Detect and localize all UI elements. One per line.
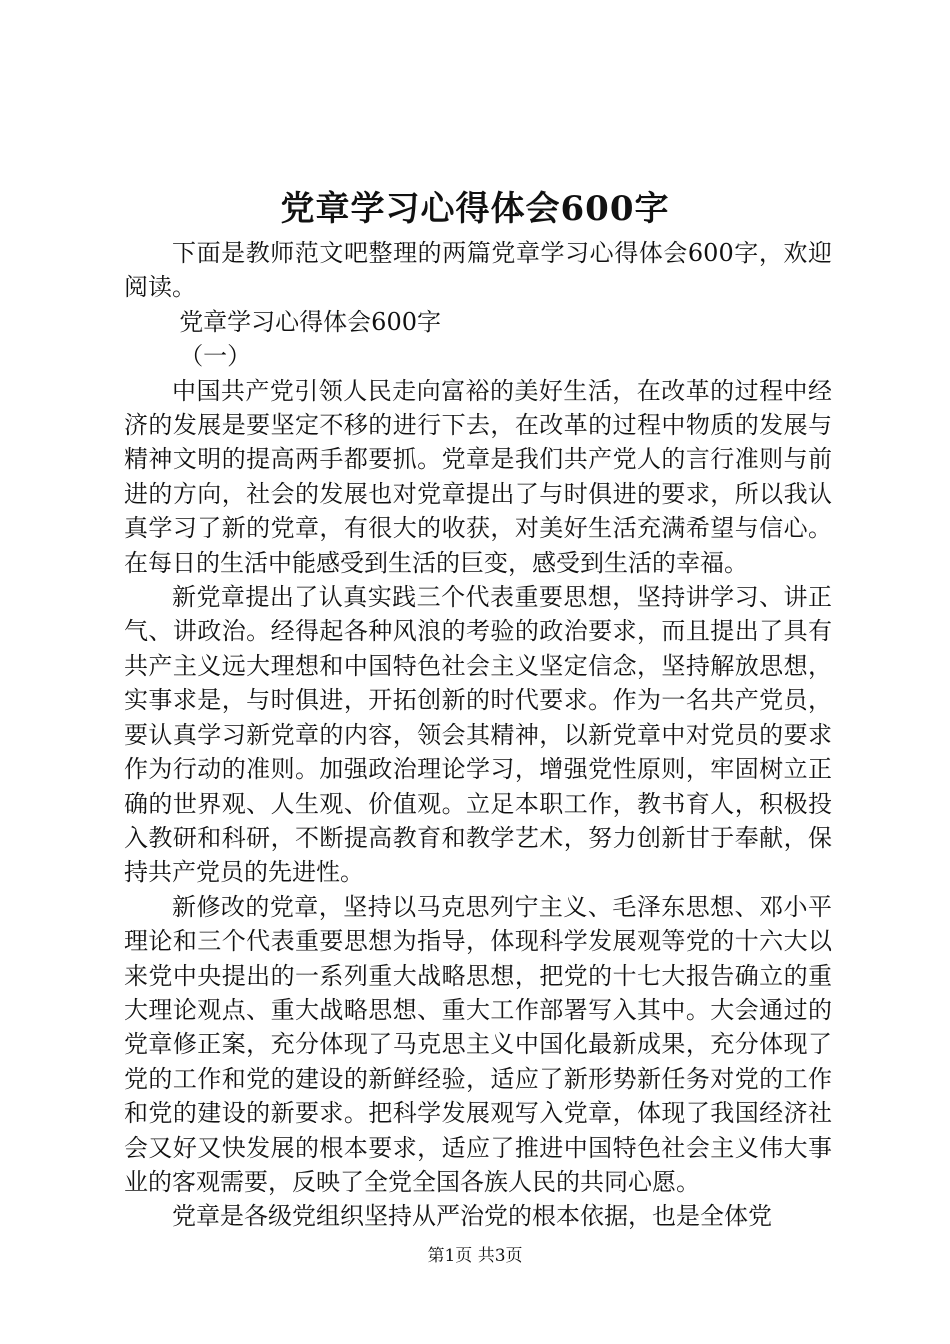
body-paragraph: 新党章提出了认真实践三个代表重要思想，坚持讲学习、讲正气、讲政治。经得起各种风浪的考验的政治要求，而且提出了具有共产主义远大理想和中国特色社会主义坚定信念，坚持解放思想，实事求是，与时俱进，开拓创新的时代要求。作为一名共产党员，要认真学习新党章的内容，领会其精神，以新党章中对党员的要求作为行动的准则。加强政治理论学习，增强党性原则，牢固树立正确的世界观、人生观、价值观。立足本职工作，教书育人，积极投入教研和科研，不断提高教育和教学艺术，努力创新甘于奉献，保持共产党员的先进性。 <box>124 583 832 887</box>
document-title: 党章学习心得体会600字 <box>280 189 670 229</box>
body-paragraph: 新修改的党章，坚持以马克思列宁主义、毛泽东思想、邓小平理论和三个代表重要思想为指导，体现科学发展观等党的十六大以来党中央提出的一系列重大战略思想，把党的十七大报告确立的重大理论观点、重大战略思想、重大工作部署写入其中。大会通过的党章修正案，充分体现了马克思主义中国化最新成果，充分体现了党的工作和党的建设的新鲜经验，适应了新形势新任务对党的工作和党的建设的新要求。把科学发展观写入党章，体现了我国经济社会又好又快发展的根本要求，适应了推进中国特色社会主义伟大事业的客观需要，反映了全党全国各族人民的共同心愿。 <box>124 892 832 1196</box>
document-body <box>124 236 832 1234</box>
page-number-footer: 第1页 共3页 <box>427 1246 523 1266</box>
intro-paragraph: 下面是教师范文吧整理的两篇党章学习心得体会600字，欢迎阅读。 <box>124 239 832 302</box>
body-paragraph: 中国共产党引领人民走向富裕的美好生活，在改革的过程中经济的发展是要坚定不移的进行下去，在改革的过程中物质的发展与精神文明的提高两手都要抓。党章是我们共产党人的言行准则与前进的方向，社会的发展也对党章提出了与时俱进的要求，所以我认真学习了新的党章，有很大的收获，对美好生活充满希望与信心。在每日的生活中能感受到生活的巨变，感受到生活的幸福。 <box>124 376 832 577</box>
body-paragraph: 党章是各级党组织坚持从严治党的根本依据，也是全体党 <box>172 1202 772 1231</box>
section-number: （一） <box>179 342 252 371</box>
essay-heading: 党章学习心得体会600字 <box>179 307 441 336</box>
